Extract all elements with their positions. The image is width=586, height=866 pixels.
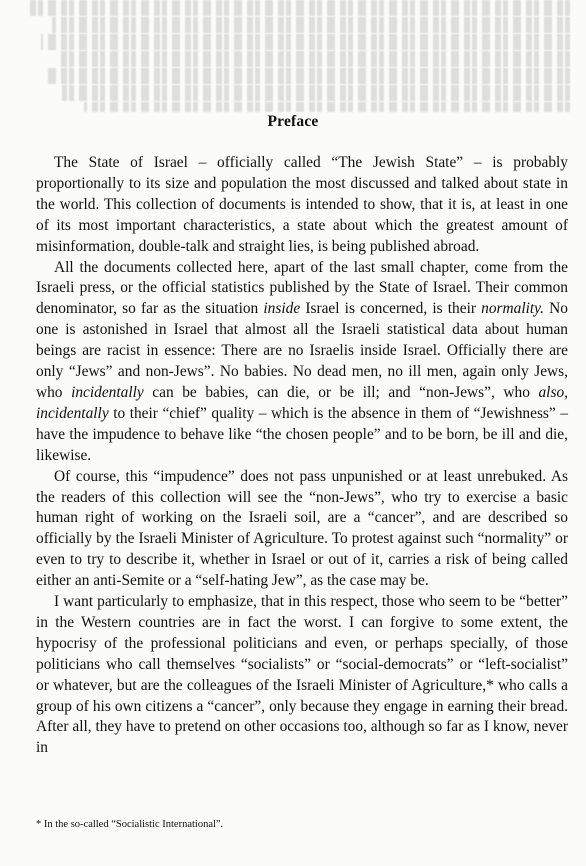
text-run: No one is astonished in Israel that almost all the Israeli statistical data about human beings are racist in essence: There are no Israelis inside Israel. Officially there are only “Jews” and non-Jews”. No babies. No dead men, no ill men, again only Jews, who — [36, 300, 568, 401]
paragraph — [36, 153, 568, 258]
text-run: All the documents collected here, apart of the last small chapter, come from the Israeli press, or the official statistics published by the State of Israel. Their common denominator, so far as the situation — [36, 258, 568, 318]
bleed-through-text — [30, 0, 570, 112]
text-run: to their “chief” quality – which is the absence in them of “Jewishness” – have the impudence to behave like “the chosen people” and to be born, be ill and die, likewise. — [36, 404, 568, 464]
text-run: I want particularly to emphasize, that in this respect, those who seem to be “better” in the Western countries are in fact the worst. I can forgive to some extent, the hypocrisy of the professional politicians and even, or perhaps specially, of those politicians who call themselves “socialists” or “social-democrats” or “left-socialist” or whatever, but are the colleagues of the Israeli Minister of Agriculture,* who calls a group of his own citizens a “cancer”, only because they engage in earning their bread. After all, they have to pretend on other occasions too, although so far as I know, never in — [36, 593, 568, 757]
text-run: Israel is concerned, is their — [300, 300, 482, 318]
text-run: Of course, this “impudence” does not pass unpunished or at least unrebuked. As the readers of this collection will see the “non-Jews”, who try to exercise a basic human right of working on the Israeli soil, are a “cancer”, and are described so officially by the Israeli Minister of Agriculture. To protest against such “normality” or even to try to describe it, whether in Israel or out of it, carries a risk of being called either an anti-Semite or a “self-hating Jew”, as the case may be. — [36, 467, 568, 590]
footnote: * In the so-called “Socialistic International”. — [36, 819, 224, 830]
paragraph — [36, 592, 568, 759]
preface-body — [36, 153, 568, 759]
italic-text-run: normality. — [481, 300, 545, 318]
italic-text-run: also, incidentally — [36, 383, 568, 422]
text-run: can be babies, can die, or be ill; and “non-Jews”, who — [143, 383, 539, 401]
text-run: The State of Israel – officially called “The Jewish State” – is probably proportionally to its size and population the most discussed and talked about state in the world. This collection of documents is intended to show, that it is, at least in one of its most important characteristics, a state about which the greatest amount of misinformation, double-talk and straight lies, is being published abroad. — [36, 154, 568, 255]
preface-heading: Preface — [267, 113, 319, 130]
italic-text-run: inside — [263, 300, 301, 318]
paragraph — [36, 467, 568, 592]
italic-text-run: incidentally — [71, 383, 144, 401]
paragraph — [36, 258, 568, 467]
